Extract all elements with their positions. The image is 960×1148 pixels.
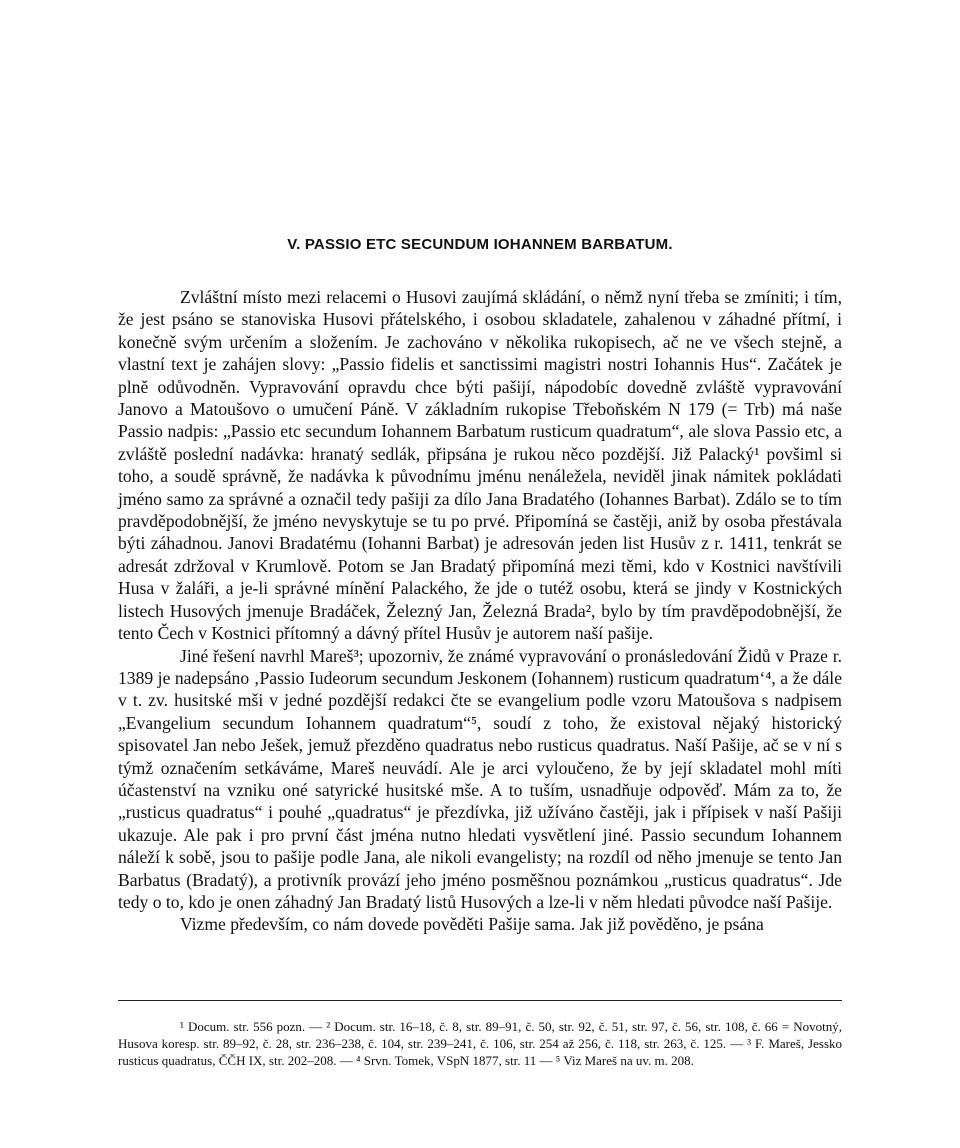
paragraph: Jiné řešení navrhl Mareš³; upozorniv, že známé vypravování o pronásledování Židů v Praze r. 1389 je nadepsáno ‚Passio Iudeorum secundum Jeskonem (Iohannem) rusticum quadratum‘⁴, a že dále v t. zv. husitské mši v jedné pozdější redakci čte se evangelium podle vzoru Matoušova s nadpisem „Evangelium secundum Iohannem quadratum“⁵, soudí z toho, že existoval nějaký historický spisovatel Jan nebo Ješek, jemuž přezděno quadratus nebo rusticus quadratus. Naší Pašije, ač se v ní s týmž označením setkáváme, Mareš neuvádí. Ale je arci vyloučeno, že by její skladatel mohl míti účastenství na vzniku oné satyrické husitské mše. A to tuším, usnadňuje odpověď. Mám za to, že „rusticus quadratus“ i pouhé „quadratus“ je přezdívka, již užíváno častěji, jak i přípisek v naší Pašiji ukazuje. Ale pak i pro první část jména nutno hledati vysvětlení jiné. Passio secundum Iohannem náleží k sobě, jsou to pašije podle Jana, ale nikoli evangelisty; na rozdíl od něho jmenuje se tento Jan Barbatus (Bradatý), a protivník provází jeho jméno posměšnou poznámkou „rusticus quadratus“. Jde tedy o to, kdo je onen záhadný Jan Bradatý listů Husových a lze-li v něm hledati původce naší Pašije. xyxy=(118,645,842,912)
chapter-heading: V. PASSIO ETC SECUNDUM IOHANNEM BARBATUM. xyxy=(287,236,673,253)
paragraph: Vizme především, co nám dovede pověděti Pašije sama. Jak již pověděno, je psána xyxy=(180,914,764,935)
footnote-text: ¹ Docum. str. 556 pozn. — ² Docum. str. 16–18, č. 8, str. 89–91, č. 50, str. 92, č. 51, str. 97, č. 56, str. 108, č. 66 = Novotný, Husova koresp. str. 89–92, č. 28, str. 236–238, č. 104, str. 239–241, č. 106, str. 254 až 256, č. 118, str. 263, č. 125. — ³ F. Mareš, Jessko rusticus quadratus, ČČH IX, str. 202–208. — ⁴ Srvn. Tomek, VSpN 1877, str. 11 — ⁵ Viz Mareš na uv. m. 208. xyxy=(118,1019,842,1069)
footnotes xyxy=(118,1018,842,1070)
footnote-divider xyxy=(118,1000,842,1001)
paragraph: Zvláštní místo mezi relacemi o Husovi zaujímá skládání, o němž nyní třeba se zmíniti; i tím, že jest psáno se stanoviska Husovi přátelského, i osobou skladatele, zahalenou v záhadné přítmí, i konečně svým určením a složením. Je zachováno v několika rukopisech, ač ne ve všech stejně, a vlastní text je zahájen slovy: „Passio fidelis et sanctissimi magistri nostri Iohannis Hus“. Začátek je plně odůvodněn. Vypravování opravdu chce býti pašijí, nápodobíc dovedně zvláště vypravování Janovo a Matoušovo o umučení Páně. V základním rukopise Třeboňském N 179 (= Trb) má naše Passio nadpis: „Passio etc secundum Iohannem Barbatum rusticum quadratum“, ale slova Passio etc, a zvláště poslední nadávka: hranatý sedlák, připsána je rukou něco pozdější. Již Palacký¹ povšiml si toho, a soudě správně, že nadávka k původnímu jménu nenáležela, neviděl jinak námitek pokládati jméno samo za správné a označil tedy pašiji za dílo Jana Bradatého (Iohannes Barbat). Zdálo se to tím pravděpodobnější, že jméno nevyskytuje se tu po prvé. Připomíná se častěji, aniž by osoba přestávala býti záhadnou. Janovi Bradatému (Iohanni Barbat) je adresován jeden list Husův z r. 1411, tenkrát se adresát zdržoval v Krumlově. Potom se Jan Bradatý připomíná mezi těmi, kdo v Kostnici navštívili Husa v žaláři, a je-li správné mínění Palackého, že jde o tutéž osobu, která se jindy v Kostnických listech Husových jmenuje Bradáček, Železný Jan, Železná Brada², bylo by tím pravděpodobnější, že tento Čech v Kostnici přítomný a dávný přítel Husův je autorem naší pašije. xyxy=(118,287,842,644)
body-text xyxy=(118,286,842,936)
